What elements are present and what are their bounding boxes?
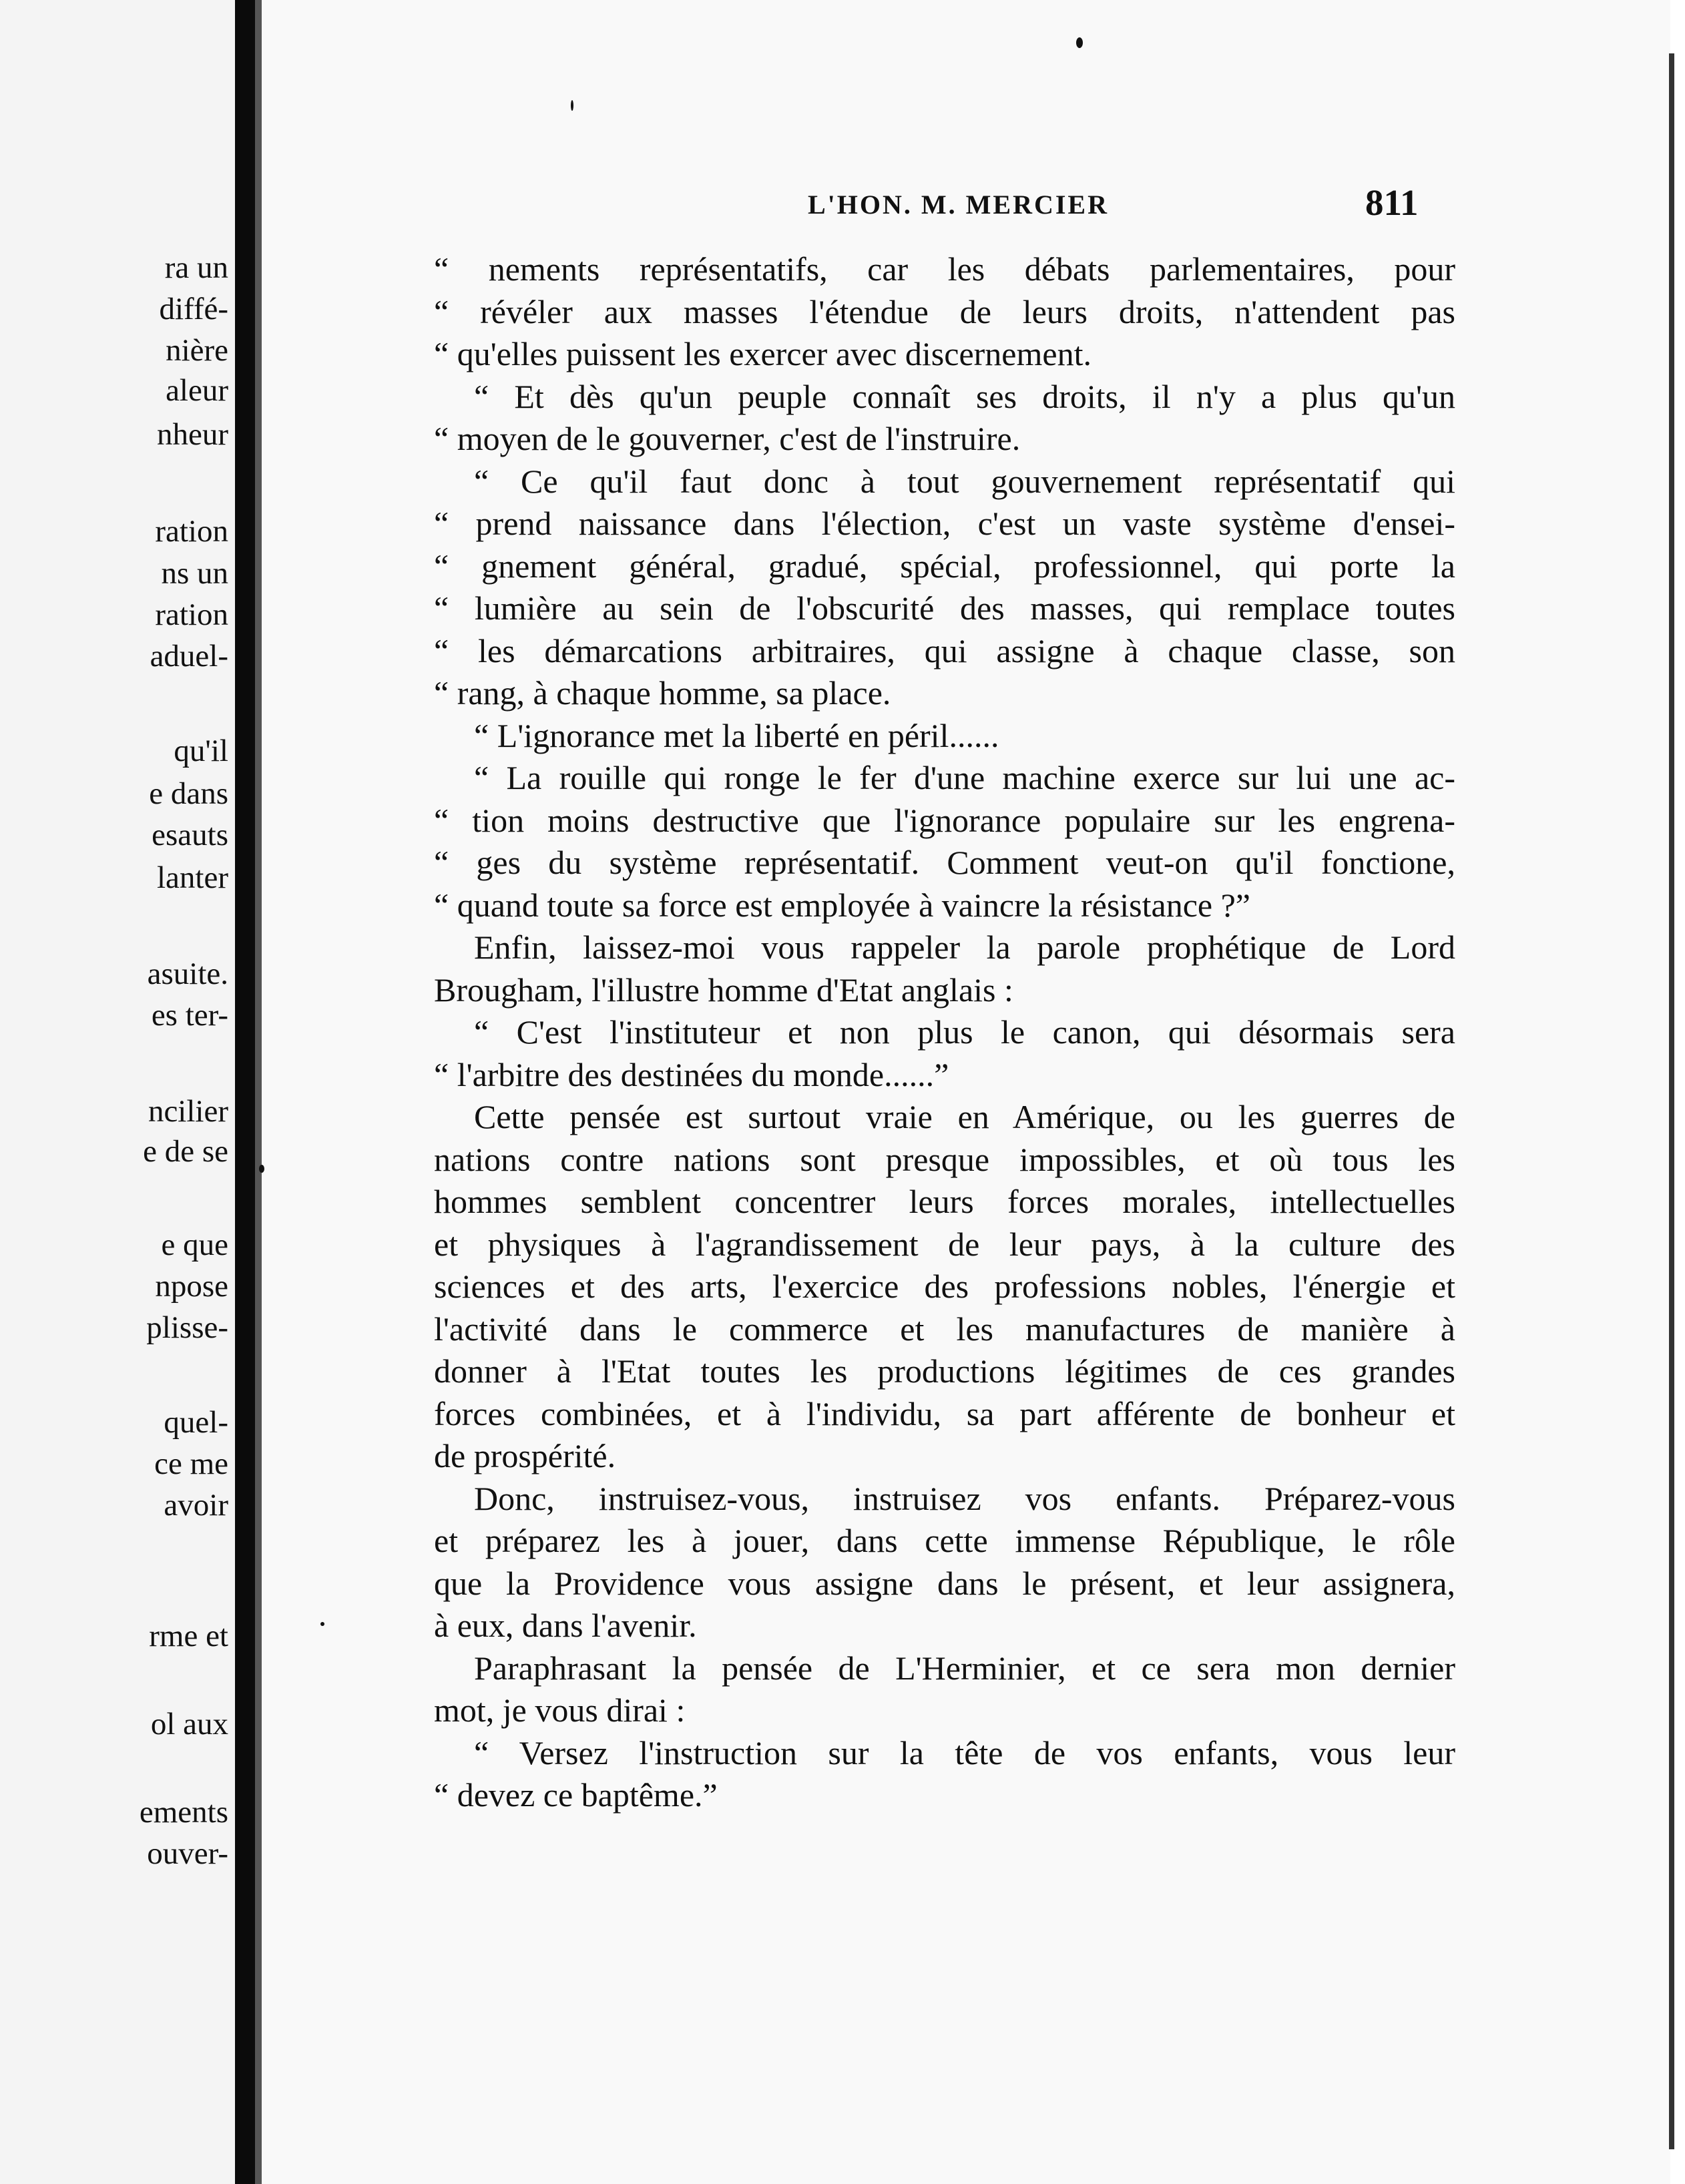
- page-right-edge: [1669, 53, 1674, 2149]
- text-line: Cette pensée est surtout vraie en Amérique, ou les guerres de: [474, 1098, 1455, 1135]
- text-line: “ L'ignorance met la liberté en péril......: [474, 716, 999, 754]
- text-line: Enfin, laissez-moi vous rappeler la parole prophétique de Lord: [474, 928, 1455, 966]
- text-line: “ Versez l'instruction sur la tête de vos enfants, vous leur: [474, 1733, 1455, 1771]
- text-line: “ quand toute sa force est employée à vaincre la résistance ?”: [434, 886, 1250, 924]
- left-page-line: avoir: [164, 1488, 228, 1523]
- text-line: l'activité dans le commerce et les manufactures de manière à: [434, 1310, 1455, 1348]
- left-page-line: aduel-: [150, 639, 228, 673]
- left-page-line: ra un: [164, 250, 228, 285]
- page-number: 811: [1365, 182, 1419, 223]
- text-line: de prospérité.: [434, 1437, 616, 1474]
- left-page-line: nière: [166, 333, 228, 368]
- left-page-line: esauts: [152, 818, 228, 852]
- left-page-line: nheur: [156, 417, 228, 452]
- left-page-line: e dans: [149, 776, 228, 811]
- left-page-line: qu'il: [174, 734, 228, 768]
- text-line: forces combinées, et à l'individu, sa part afférente de bonheur et: [434, 1394, 1455, 1432]
- left-page-line: aleur: [166, 373, 228, 408]
- left-page-line: quel-: [164, 1405, 228, 1440]
- gutter-shadow: [235, 0, 255, 2184]
- text-line: “ Et dès qu'un peuple connaît ses droits, il n'y a plus qu'un: [474, 377, 1455, 415]
- left-facing-page: [0, 0, 235, 2184]
- text-line: que la Providence vous assigne dans le présent, et leur assignera,: [434, 1564, 1455, 1602]
- gutter-edge: [255, 0, 262, 2184]
- left-page-line: ce me: [154, 1446, 228, 1481]
- text-line: “ prend naissance dans l'élection, c'est un vaste système d'ensei-: [434, 505, 1455, 542]
- text-line: Donc, instruisez-vous, instruisez vos enfants. Préparez-vous: [474, 1479, 1455, 1517]
- running-head: L'HON. M. MERCIER: [808, 190, 1109, 220]
- text-line: hommes semblent concentrer leurs forces morales, intellectuelles: [434, 1183, 1455, 1220]
- left-page-line: ration: [155, 514, 228, 549]
- text-line: et préparez les à jouer, dans cette immense République, le rôle: [434, 1522, 1455, 1559]
- text-line: Paraphrasant la pensée de L'Herminier, et ce sera mon dernier: [474, 1649, 1455, 1687]
- text-line: “ gnement général, gradué, spécial, professionnel, qui porte la: [434, 547, 1455, 585]
- ink-speck: [1076, 37, 1083, 48]
- text-line: mot, je vous dirai :: [434, 1691, 686, 1729]
- left-page-line: plisse-: [146, 1310, 228, 1345]
- left-page-line: ration: [155, 597, 228, 632]
- ink-speck: [259, 1165, 264, 1173]
- left-page-line: ol aux: [150, 1707, 228, 1741]
- text-line: à eux, dans l'avenir.: [434, 1607, 697, 1644]
- text-line: “ moyen de le gouverner, c'est de l'instruire.: [434, 420, 1021, 457]
- text-line: “ lumière au sein de l'obscurité des masses, qui remplace toutes: [434, 589, 1455, 627]
- left-page-line: ements: [139, 1795, 228, 1830]
- text-line: et physiques à l'agrandissement de leur pays, à la culture des: [434, 1225, 1455, 1263]
- text-line: Brougham, l'illustre homme d'Etat anglais :: [434, 971, 1013, 1009]
- text-line: donner à l'Etat toutes les productions légitimes de ces grandes: [434, 1352, 1455, 1390]
- left-page-line: ouver-: [147, 1836, 228, 1871]
- left-page-line: diffé-: [159, 292, 228, 326]
- text-line: “ révéler aux masses l'étendue de leurs droits, n'attendent pas: [434, 292, 1455, 330]
- left-page-line: npose: [155, 1269, 228, 1304]
- right-margin: [1674, 0, 1685, 2184]
- text-line: “ nements représentatifs, car les débats parlementaires, pour: [434, 250, 1455, 288]
- left-page-line: e de se: [143, 1134, 228, 1169]
- body-text: [434, 248, 1455, 1817]
- text-line: “ tion moins destructive que l'ignorance populaire sur les engrena-: [434, 801, 1455, 839]
- left-page-line: ncilier: [148, 1094, 228, 1129]
- left-page-line: rme et: [149, 1619, 228, 1653]
- text-line: nations contre nations sont presque impossibles, et où tous les: [434, 1140, 1455, 1178]
- left-page-line: e que: [161, 1227, 228, 1262]
- left-page-line: asuite.: [147, 957, 228, 991]
- text-line: “ qu'elles puissent les exercer avec discernement.: [434, 335, 1092, 372]
- text-line: “ les démarcations arbitraires, qui assigne à chaque classe, son: [434, 631, 1455, 669]
- text-line: “ l'arbitre des destinées du monde......”: [434, 1055, 949, 1093]
- ink-speck: [320, 1622, 324, 1626]
- left-page-line: es ter-: [151, 998, 228, 1033]
- text-line: “ ges du système représentatif. Comment veut-on qu'il fonctione,: [434, 844, 1455, 881]
- ink-speck: [571, 100, 573, 111]
- text-line: “ Ce qu'il faut donc à tout gouvernement représentatif qui: [474, 462, 1455, 500]
- text-line: “ devez ce baptême.”: [434, 1776, 718, 1814]
- text-line: sciences et des arts, l'exercice des professions nobles, l'énergie et: [434, 1268, 1455, 1305]
- text-line: “ C'est l'instituteur et non plus le canon, qui désormais sera: [474, 1013, 1455, 1051]
- left-page-line: ns un: [161, 556, 228, 591]
- text-line: “ rang, à chaque homme, sa place.: [434, 674, 891, 712]
- text-line: “ La rouille qui ronge le fer d'une machine exerce sur lui une ac-: [474, 759, 1455, 796]
- left-page-line: lanter: [157, 860, 228, 895]
